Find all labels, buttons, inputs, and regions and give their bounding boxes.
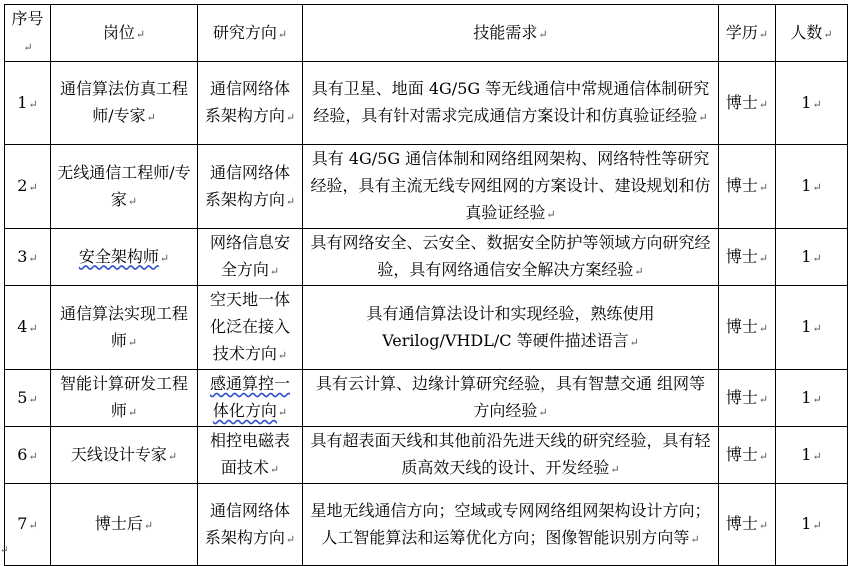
cell-degree: 博士↵ (719, 370, 776, 427)
cell-post: 通信算法实现工程师↵ (51, 286, 198, 370)
cell-skills: 具有通信算法设计和实现经验，熟练使用 Verilog/VHDL/C 等硬件描述语言↵ (303, 286, 719, 370)
cell-post: 无线通信工程师/专家↵ (51, 145, 198, 229)
paragraph-mark-icon: ↵ (0, 545, 9, 556)
cell-degree: 博士↵ (719, 62, 776, 145)
cell-direction: 相控电磁表面技术↵ (198, 427, 303, 484)
cell-no: 5↵ (5, 370, 51, 427)
cell-degree: 博士↵ (719, 229, 776, 286)
table-row (5, 145, 848, 229)
header-degree: 学历↵ (719, 5, 776, 62)
header-no: 序号↵ (5, 5, 51, 62)
cell-no: 3↵ (5, 229, 51, 286)
cell-no: 4↵ (5, 286, 51, 370)
cell-post: 智能计算研发工程师↵ (51, 370, 198, 427)
cell-direction: 网络信息安全方向↵ (198, 229, 303, 286)
cell-no: 1↵ (5, 62, 51, 145)
header-direction: 研究方向↵ (198, 5, 303, 62)
table-row (5, 62, 848, 145)
table-row (5, 370, 848, 427)
cell-skills: 具有网络安全、云安全、数据安全防护等领域方向研究经验，具有网络通信安全解决方案经验↵ (303, 229, 719, 286)
cell-count: 1↵ (776, 145, 848, 229)
cell-no: 2↵ (5, 145, 51, 229)
cell-skills: 具有卫星、地面 4G/5G 等无线通信中常规通信体制研究经验，具有针对需求完成通信方案设计和仿真验证经验↵ (303, 62, 719, 145)
cell-count: 1↵ (776, 286, 848, 370)
cell-direction: 通信网络体系架构方向↵ (198, 484, 303, 566)
cell-no: 7↵ (5, 484, 51, 566)
cell-degree: 博士↵ (719, 145, 776, 229)
cell-direction: 感通算控一体化方向↵ (198, 370, 303, 427)
header-skills: 技能需求↵ (303, 5, 719, 62)
cell-direction: 通信网络体系架构方向↵ (198, 145, 303, 229)
table-row (5, 427, 848, 484)
cell-count: 1↵ (776, 62, 848, 145)
header-count: 人数↵ (776, 5, 848, 62)
cell-degree: 博士↵ (719, 484, 776, 566)
cell-count: 1↵ (776, 484, 848, 566)
cell-degree: 博士↵ (719, 427, 776, 484)
cell-skills: 具有 4G/5G 通信体制和网络组网架构、网络特性等研究经验，具有主流无线专网组网的方案设计、建设规划和仿真验证经验↵ (303, 145, 719, 229)
cell-post: 安全架构师↵ (51, 229, 198, 286)
table-row (5, 286, 848, 370)
cell-count: 1↵ (776, 229, 848, 286)
cell-degree: 博士↵ (719, 286, 776, 370)
cell-direction: 空天地一体化泛在接入技术方向↵ (198, 286, 303, 370)
recruitment-table (4, 4, 848, 566)
cell-post: 天线设计专家↵ (51, 427, 198, 484)
cell-no: 6↵ (5, 427, 51, 484)
cell-skills: 具有云计算、边缘计算研究经验，具有智慧交通 组网等方向经验↵ (303, 370, 719, 427)
cell-post: 通信算法仿真工程师/专家↵ (51, 62, 198, 145)
cell-skills: 具有超表面天线和其他前沿先进天线的研究经验，具有轻质高效天线的设计、开发经验↵ (303, 427, 719, 484)
header-post: 岗位↵ (51, 5, 198, 62)
table-header-row (5, 5, 848, 62)
table-row (5, 229, 848, 286)
cell-count: 1↵ (776, 370, 848, 427)
cell-count: 1↵ (776, 427, 848, 484)
cell-post: 博士后↵ (51, 484, 198, 566)
cell-skills: 星地无线通信方向；空域或专网网络组网架构设计方向；人工智能算法和运筹优化方向；图像智能识别方向等↵ (303, 484, 719, 566)
table-row (5, 484, 848, 566)
cell-direction: 通信网络体系架构方向↵ (198, 62, 303, 145)
